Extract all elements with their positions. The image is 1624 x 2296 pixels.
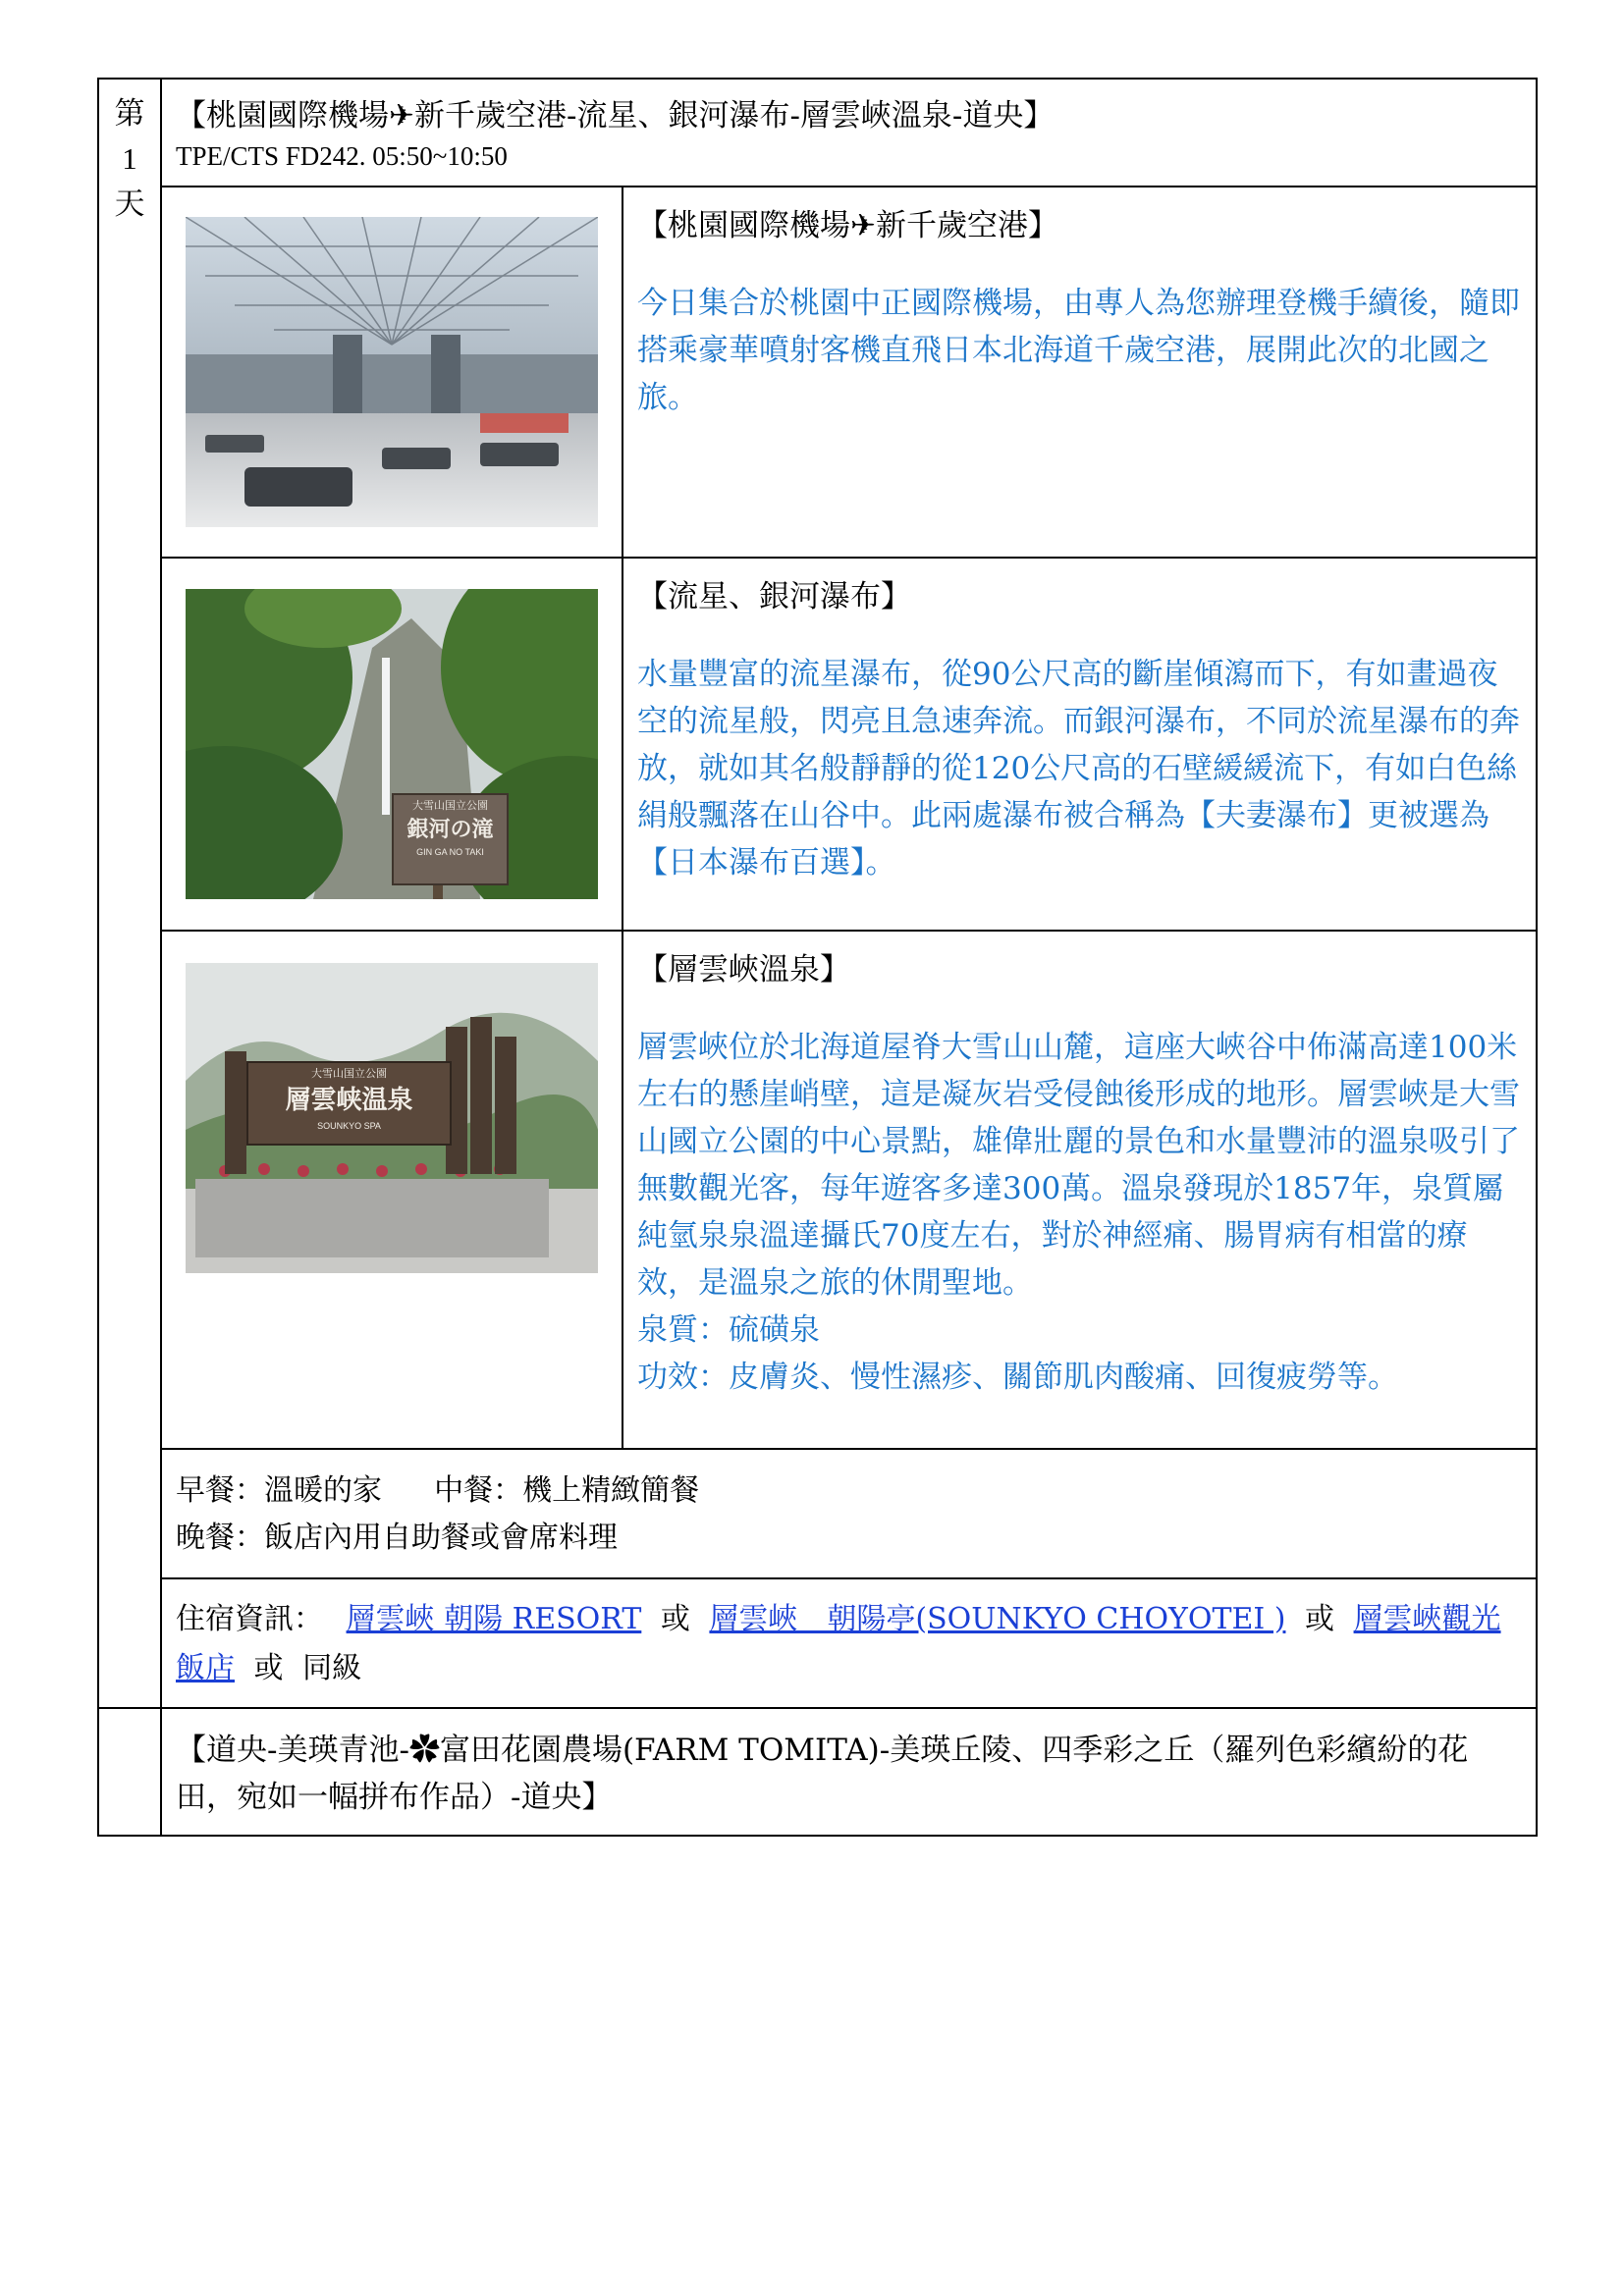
hotel-link-asahi-resort[interactable]: 層雲峽 朝陽 RESORT	[346, 1602, 642, 1636]
next-day-title: 【道央-美瑛青池-✿富田花園農場(FARM TOMITA)-美瑛丘陵、四季彩之丘（羅列色彩繽紛的花田，宛如一幅拼布作品）-道央】	[161, 1708, 1537, 1836]
waterfall-sign	[392, 793, 509, 885]
section-row-onsen	[98, 931, 1537, 1449]
onsen-text-cell	[623, 931, 1537, 1449]
waterfall-text-cell	[623, 558, 1537, 931]
waterfall-photo-cell	[161, 558, 623, 931]
onsen-sign	[246, 1061, 452, 1146]
section-row-airport	[98, 187, 1537, 558]
section-title: 【流星、銀河瀑布】	[637, 579, 911, 614]
day-number: 1	[122, 141, 137, 176]
sign-romaji: GIN GA NO TAKI	[416, 847, 484, 857]
airport-photo-cell	[161, 187, 623, 558]
section-description: 層雲峽位於北海道屋脊大雪山山麓，這座大峽谷中佈滿高達100米左右的懸崖峭壁，這是凝灰岩受侵蝕後形成的地形。層雲峽是大雪山國立公園的中心景點，雄偉壯麗的景色和水量豐沛的溫泉吸引了無數觀光客，每年遊客多達300萬。溫泉發現於1857年，泉質屬純氫泉泉溫達攝氏70度左右，對於神經痛、腸胃病有相當的療效，是溫泉之旅的休閒聖地。	[637, 1030, 1520, 1301]
section-description: 水量豐富的流星瀑布，從90公尺高的斷崖傾瀉而下，有如畫過夜空的流星般，閃亮且急速奔流。而銀河瀑布，不同於流星瀑布的奔放，就如其名般靜靜的從120公尺高的石壁緩緩流下，有如白色絲絹般飄落在山谷中。此兩處瀑布被合稱為【夫妻瀑布】更被選為【日本瀑布百選】。	[637, 657, 1520, 881]
airport-text-cell	[623, 187, 1537, 558]
flight-info: TPE/CTS FD242. 05:50~10:50	[176, 141, 508, 171]
lodging-cell	[161, 1578, 1537, 1708]
section-description: 今日集合於桃園中正國際機場，由專人為您辦理登機手續後，隨即搭乘豪華噴射客機直飛日本北海道千歲空港，展開此次的北國之旅。	[637, 286, 1520, 415]
lunch: 中餐：機上精緻簡餐	[434, 1473, 700, 1508]
day-title: 【桃園國際機場✈新千歲空港-流星、銀河瀑布-層雲峽溫泉-道央】	[176, 98, 1055, 133]
sign-main-text: 層雲峡温泉	[285, 1086, 413, 1115]
sign-park-name: 大雪山国立公園	[311, 1067, 387, 1080]
dinner: 晚餐：飯店內用自助餐或會席料理	[176, 1521, 618, 1555]
section-title: 【層雲峽溫泉】	[637, 952, 850, 988]
sign-romaji: SOUNKYO SPA	[317, 1121, 381, 1131]
day-char: 天	[114, 187, 145, 222]
waterfall-photo	[186, 589, 598, 899]
day-char: 第	[114, 96, 145, 132]
next-day-row	[98, 1708, 1537, 1836]
sign-main-text: 銀河の滝	[406, 817, 494, 842]
day-title-cell	[161, 79, 1537, 187]
spring-quality: 泉質：硫磺泉	[637, 1312, 820, 1348]
or-text: 或	[1305, 1602, 1335, 1636]
or-text: 或	[660, 1602, 690, 1636]
day-header-row	[98, 79, 1537, 187]
itinerary-table	[97, 78, 1538, 1837]
spring-effects: 功效：皮膚炎、慢性濕疹、關節肌肉酸痛、回復疲勞等。	[637, 1360, 1398, 1395]
breakfast: 早餐：溫暖的家	[176, 1473, 382, 1508]
lodging-label: 住宿資訊：	[176, 1602, 323, 1636]
meals-row	[98, 1449, 1537, 1578]
section-row-waterfall	[98, 558, 1537, 931]
or-text: 或	[253, 1651, 284, 1685]
day-label	[98, 79, 161, 1708]
onsen-photo	[186, 963, 598, 1273]
onsen-photo-cell	[161, 931, 623, 1449]
lodging-row	[98, 1578, 1537, 1708]
next-day-label-cell	[98, 1708, 161, 1836]
hotel-link-kanko[interactable]: 層雲峽觀光飯店	[176, 1602, 1501, 1685]
equivalent-text: 同級	[302, 1651, 362, 1685]
airport-photo	[186, 217, 598, 527]
meals-cell	[161, 1449, 1537, 1578]
section-title: 【桃園國際機場✈新千歲空港】	[637, 208, 1058, 243]
sign-park-name: 大雪山国立公園	[412, 799, 488, 812]
hotel-link-choyotei[interactable]: 層雲峽 朝陽亭(SOUNKYO CHOYOTEI )	[709, 1602, 1286, 1636]
